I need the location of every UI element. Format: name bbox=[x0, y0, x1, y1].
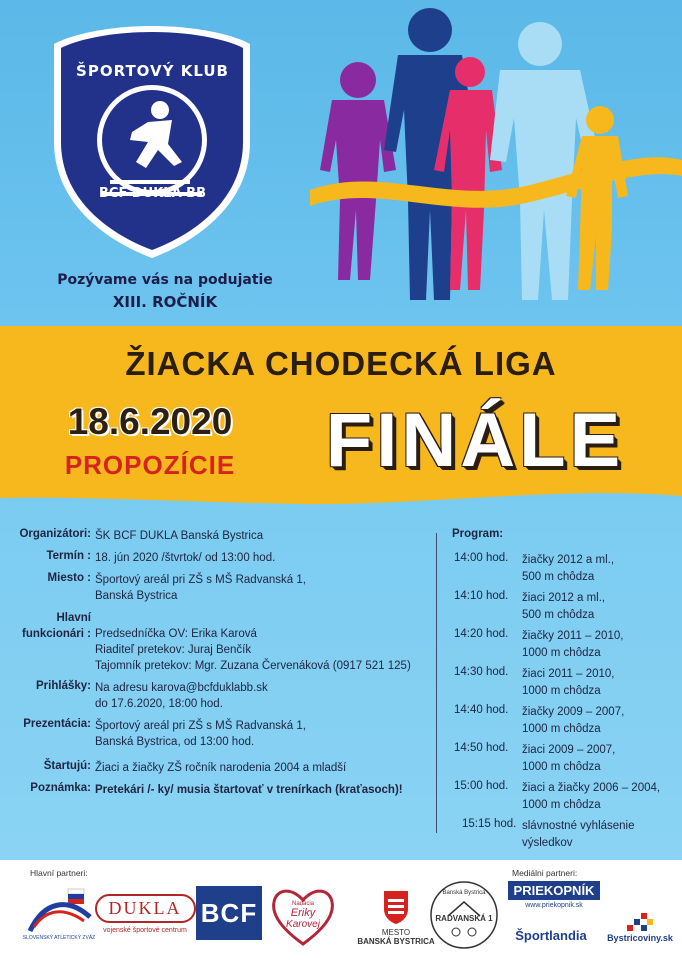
program-desc: žiaci a žiačky 2006 – 2004, bbox=[522, 782, 661, 794]
program-desc: 1000 m chôdza bbox=[522, 685, 601, 697]
finale-heading: FINÁLE bbox=[325, 398, 625, 483]
program-desc: 500 m chôdza bbox=[522, 571, 595, 583]
program-desc: žiačky 2012 a ml., bbox=[522, 554, 615, 566]
detail-row-venue bbox=[0, 572, 440, 604]
mesto-line: MESTO bbox=[381, 927, 411, 937]
detail-value: Banská Bystrica, od 13:00 hod. bbox=[95, 736, 255, 748]
program-item bbox=[452, 628, 677, 662]
main-partners-label: Hlavní partneri: bbox=[30, 868, 88, 878]
detail-value: Banská Bystrica bbox=[95, 590, 178, 602]
program-item bbox=[452, 742, 677, 776]
bystricoviny-text: Bystricoviny.sk bbox=[607, 933, 673, 943]
program-time: 14:40 hod. bbox=[454, 704, 509, 716]
program-desc: žiačky 2009 – 2007, bbox=[522, 706, 625, 718]
detail-row-participants bbox=[0, 760, 440, 776]
program-time: 14:00 hod. bbox=[454, 552, 509, 564]
program-time: 14:30 hod. bbox=[454, 666, 509, 678]
detail-value: Tajomník pretekov: Mgr. Zuzana Červenáková (0917 521 125) bbox=[95, 660, 411, 672]
program-schedule bbox=[452, 528, 677, 856]
detail-value: do 17.6.2020, 18:00 hod. bbox=[95, 698, 223, 710]
detail-label: Prihlášky: bbox=[36, 680, 91, 692]
detail-row-presentation bbox=[0, 718, 440, 750]
program-desc: výsledkov bbox=[522, 837, 573, 849]
eriky-line: Eriky bbox=[290, 906, 316, 919]
program-item bbox=[452, 590, 677, 624]
program-desc: slávnostné vyhlásenie bbox=[522, 820, 635, 832]
club-bottom-text: BCF DUKLA BB bbox=[99, 186, 206, 201]
program-item bbox=[452, 780, 677, 814]
program-desc: žiaci 2012 a ml., bbox=[522, 592, 606, 604]
program-item bbox=[452, 704, 677, 738]
program-desc: žiaci 2009 – 2007, bbox=[522, 744, 616, 756]
detail-value: Športový areál pri ZŠ s MŠ Radvanská 1, bbox=[95, 720, 306, 732]
detail-value: Žiaci a žiačky ZŠ ročník narodenia 2004 a mladší bbox=[95, 762, 347, 774]
eriky-line: Nadácia bbox=[291, 900, 314, 907]
walker-yellow bbox=[566, 106, 628, 290]
event-date: 18.6.2020 bbox=[67, 401, 233, 442]
priekopnik-text: PRIEKOPNÍK bbox=[508, 881, 601, 900]
program-desc: 1000 m chôdza bbox=[522, 761, 601, 773]
propozicie-heading: PROPOZÍCIE bbox=[64, 450, 236, 480]
detail-value: Pretekári /- ky/ musia štartovať v trenírkach (kraťasoch)! bbox=[95, 784, 403, 796]
bcf-text: BCF bbox=[200, 897, 258, 928]
program-desc: 500 m chôdza bbox=[522, 609, 595, 621]
dukla-sub: vojenské športové centrum bbox=[103, 927, 187, 934]
program-desc: žiačky 2011 – 2010, bbox=[522, 630, 624, 642]
bcf-logo bbox=[196, 886, 262, 940]
radvanska-name: RADVANSKÁ 1 bbox=[435, 913, 493, 923]
program-title: Program: bbox=[452, 528, 504, 540]
sportlandia-text: Športlandia bbox=[515, 927, 587, 943]
detail-value: Na adresu karova@bcfduklabb.sk bbox=[95, 682, 268, 694]
mesto-line: BANSKÁ BYSTRICA bbox=[357, 936, 435, 946]
program-item bbox=[452, 666, 677, 700]
detail-row-organizers bbox=[0, 528, 440, 544]
detail-label: Prezentácia: bbox=[23, 718, 91, 730]
detail-label: Termín : bbox=[46, 550, 91, 562]
program-time: 14:20 hod. bbox=[454, 628, 509, 640]
media-partners-label: Mediálni partneri: bbox=[512, 868, 578, 878]
detail-row-registration bbox=[0, 680, 440, 712]
detail-value: 18. jún 2020 /štvrtok/ od 13:00 hod. bbox=[95, 552, 276, 564]
program-item bbox=[452, 818, 677, 852]
club-top-text: ŠPORTOVÝ KLUB bbox=[76, 62, 229, 80]
detail-label: funkcionári : bbox=[21, 628, 91, 640]
program-time: 14:50 hod. bbox=[454, 742, 509, 754]
detail-label: Poznámka: bbox=[30, 782, 91, 794]
invite-line: Pozývame vás na podujatie bbox=[57, 272, 273, 288]
detail-label: Organizátori: bbox=[19, 528, 91, 540]
event-title: ŽIACKA CHODECKÁ LIGA bbox=[125, 345, 557, 382]
dukla-name: DUKLA bbox=[95, 894, 196, 923]
radvanska-top: Banská Bystrica bbox=[442, 889, 486, 896]
athlete-icon bbox=[24, 887, 94, 935]
program-desc: 1000 m chôdza bbox=[522, 647, 601, 659]
program-desc: žiaci 2011 – 2010, bbox=[522, 668, 615, 680]
detail-value: Predsedníčka OV: Erika Karová bbox=[95, 628, 257, 640]
walkers-illustration bbox=[300, 0, 682, 300]
bystricoviny-logo bbox=[598, 906, 682, 950]
sportlandia-logo bbox=[506, 924, 596, 946]
detail-label: Hlavní bbox=[56, 612, 91, 624]
walker-purple bbox=[320, 62, 396, 280]
priekopnik-url: www.priekopnik.sk bbox=[525, 902, 583, 909]
column-divider bbox=[436, 533, 437, 833]
program-desc: 1000 m chôdza bbox=[522, 723, 601, 735]
mesto-banska-bystrica-logo bbox=[356, 878, 436, 956]
edition-line: XIII. ROČNÍK bbox=[112, 293, 218, 311]
program-time: 14:10 hod. bbox=[454, 590, 509, 602]
detail-row-officials bbox=[0, 610, 440, 674]
dukla-logo bbox=[100, 882, 190, 946]
slovak-athletic-federation-logo bbox=[20, 882, 98, 946]
priekopnik-logo bbox=[506, 880, 602, 910]
program-item bbox=[452, 552, 677, 586]
detail-value bbox=[95, 610, 440, 626]
svaz-text: SLOVENSKÝ ATLETICKÝ ZVÄZ bbox=[22, 935, 96, 941]
eriky-karovej-logo bbox=[268, 880, 338, 950]
city-crest-icon bbox=[382, 889, 410, 925]
partners-footer bbox=[0, 860, 682, 960]
program-time: 15:00 hod. bbox=[454, 780, 509, 792]
detail-label: Miesto : bbox=[47, 572, 91, 584]
program-desc: 1000 m chôdza bbox=[522, 799, 601, 811]
detail-label: Štartujú: bbox=[43, 760, 91, 772]
eriky-line: Karovej bbox=[286, 918, 320, 930]
event-details bbox=[0, 528, 440, 804]
detail-value: Športový areál pri ZŠ s MŠ Radvanská 1, bbox=[95, 574, 306, 586]
pixels-icon bbox=[627, 913, 653, 933]
detail-value: ŠK BCF DUKLA Banská Bystrica bbox=[95, 530, 264, 542]
club-crest-logo bbox=[50, 22, 255, 262]
radvanska-school-logo bbox=[428, 876, 500, 954]
detail-row-date bbox=[0, 550, 440, 566]
detail-row-note bbox=[0, 782, 440, 798]
detail-value: Riaditeľ pretekov: Juraj Benčík bbox=[95, 644, 252, 656]
program-time: 15:15 hod. bbox=[462, 818, 517, 830]
